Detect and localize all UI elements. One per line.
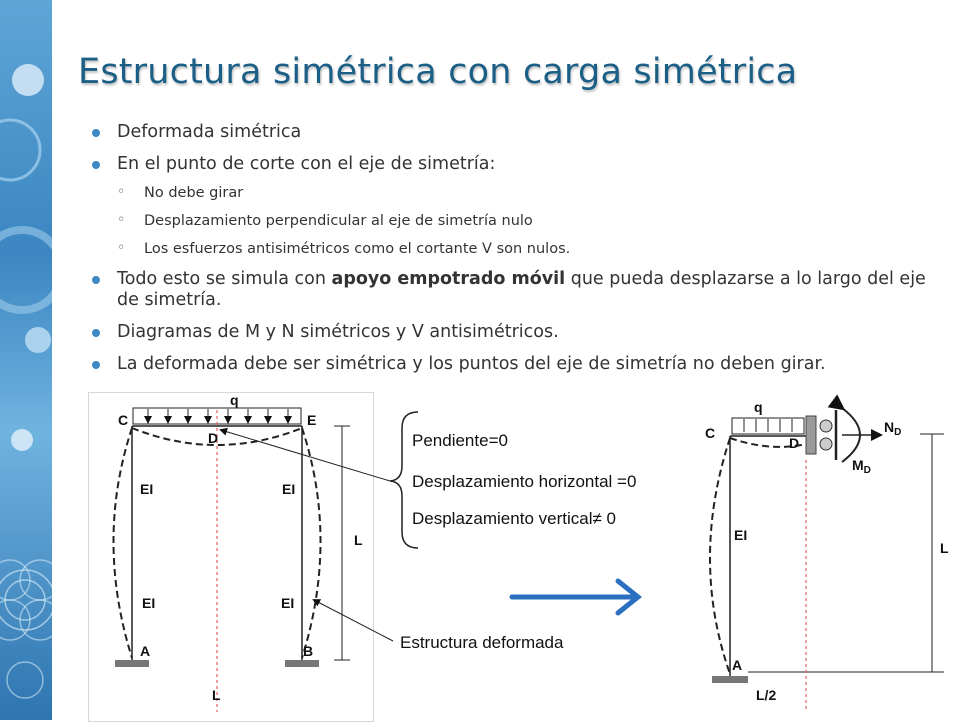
bullet-apoyo-bold: apoyo empotrado móvil: [331, 269, 566, 289]
label-c-left: C: [118, 412, 129, 428]
annotation-pendiente: Pendiente=0: [412, 431, 508, 450]
bullet-deformada: Deformada simétrica: [92, 122, 952, 143]
label-c-right: C: [705, 425, 716, 441]
label-e-left: E: [307, 412, 317, 428]
bullet-deformada-simetrica: La deformada debe ser simétrica y los puntos del eje de simetría no deben girar.: [92, 354, 952, 375]
left-load-arrows: [148, 409, 288, 422]
slide-title: Estructura simétrica con carga simétrica: [78, 52, 798, 92]
annotation-desp-vertical: Desplazamiento vertical≠ 0: [412, 509, 616, 528]
bullet-apoyo-pre: Todo esto se simula con: [117, 269, 332, 289]
label-ei-1: EI: [140, 481, 154, 497]
right-half-structure: [710, 408, 944, 712]
label-l-right: L: [940, 540, 949, 556]
label-m: M: [852, 457, 864, 473]
bullet-diagramas: Diagramas de M y N simétricos y V antisimétricos.: [92, 322, 952, 343]
label-l-span: L: [212, 687, 221, 703]
roller-bottom: [820, 438, 832, 450]
label-ei-3: EI: [142, 595, 156, 611]
pointer-deformada: [314, 600, 393, 641]
label-a-right: A: [732, 657, 743, 673]
label-q-left: q: [230, 392, 239, 408]
sliding-clamp-plate: [806, 416, 816, 454]
left-frame-structure: [114, 408, 351, 712]
label-m-sub: D: [863, 465, 871, 476]
label-l-height: L: [354, 532, 363, 548]
label-d-left: D: [208, 430, 219, 446]
annotation-estructura-deformada: Estructura deformada: [400, 633, 564, 652]
pointer-to-d: [221, 430, 390, 481]
label-n-d: [884, 419, 901, 438]
label-ei-2: EI: [282, 481, 296, 497]
label-ei-right: EI: [734, 527, 748, 543]
right-deformed-column: [710, 438, 730, 674]
left-deformed-column-a: [114, 428, 133, 658]
label-n-sub: D: [894, 427, 902, 438]
right-support: [712, 676, 748, 683]
bullet-apoyo-post: que pueda desplazarse a lo largo del eje de simetría.: [117, 269, 926, 310]
label-m-d: [852, 457, 871, 476]
label-q-right: q: [754, 399, 763, 415]
sub-bullet-esfuerzos: ◦ Los esfuerzos antisimétricos como el cortante V son nulos.: [117, 240, 952, 258]
sub-bullet-no-girar: ◦ No debe girar: [117, 184, 952, 202]
label-n: N: [884, 419, 895, 435]
bullet-punto-corte: En el punto de corte con el eje de simetría:: [92, 154, 952, 175]
support-b: [285, 660, 319, 667]
label-l-half: L/2: [756, 687, 777, 703]
label-d-right: D: [789, 435, 800, 451]
label-b-left: B: [303, 643, 314, 659]
support-a: [115, 660, 149, 667]
transform-arrow: [512, 581, 638, 613]
sub-bullet-desplazamiento: ◦ Desplazamiento perpendicular al eje de simetría nulo: [117, 212, 952, 230]
label-a-left: A: [140, 643, 151, 659]
left-deformed-column-b: [302, 428, 321, 658]
annotation-desp-horizontal: Desplazamiento horizontal =0: [412, 472, 637, 491]
label-ei-4: EI: [281, 595, 295, 611]
roller-top: [820, 420, 832, 432]
